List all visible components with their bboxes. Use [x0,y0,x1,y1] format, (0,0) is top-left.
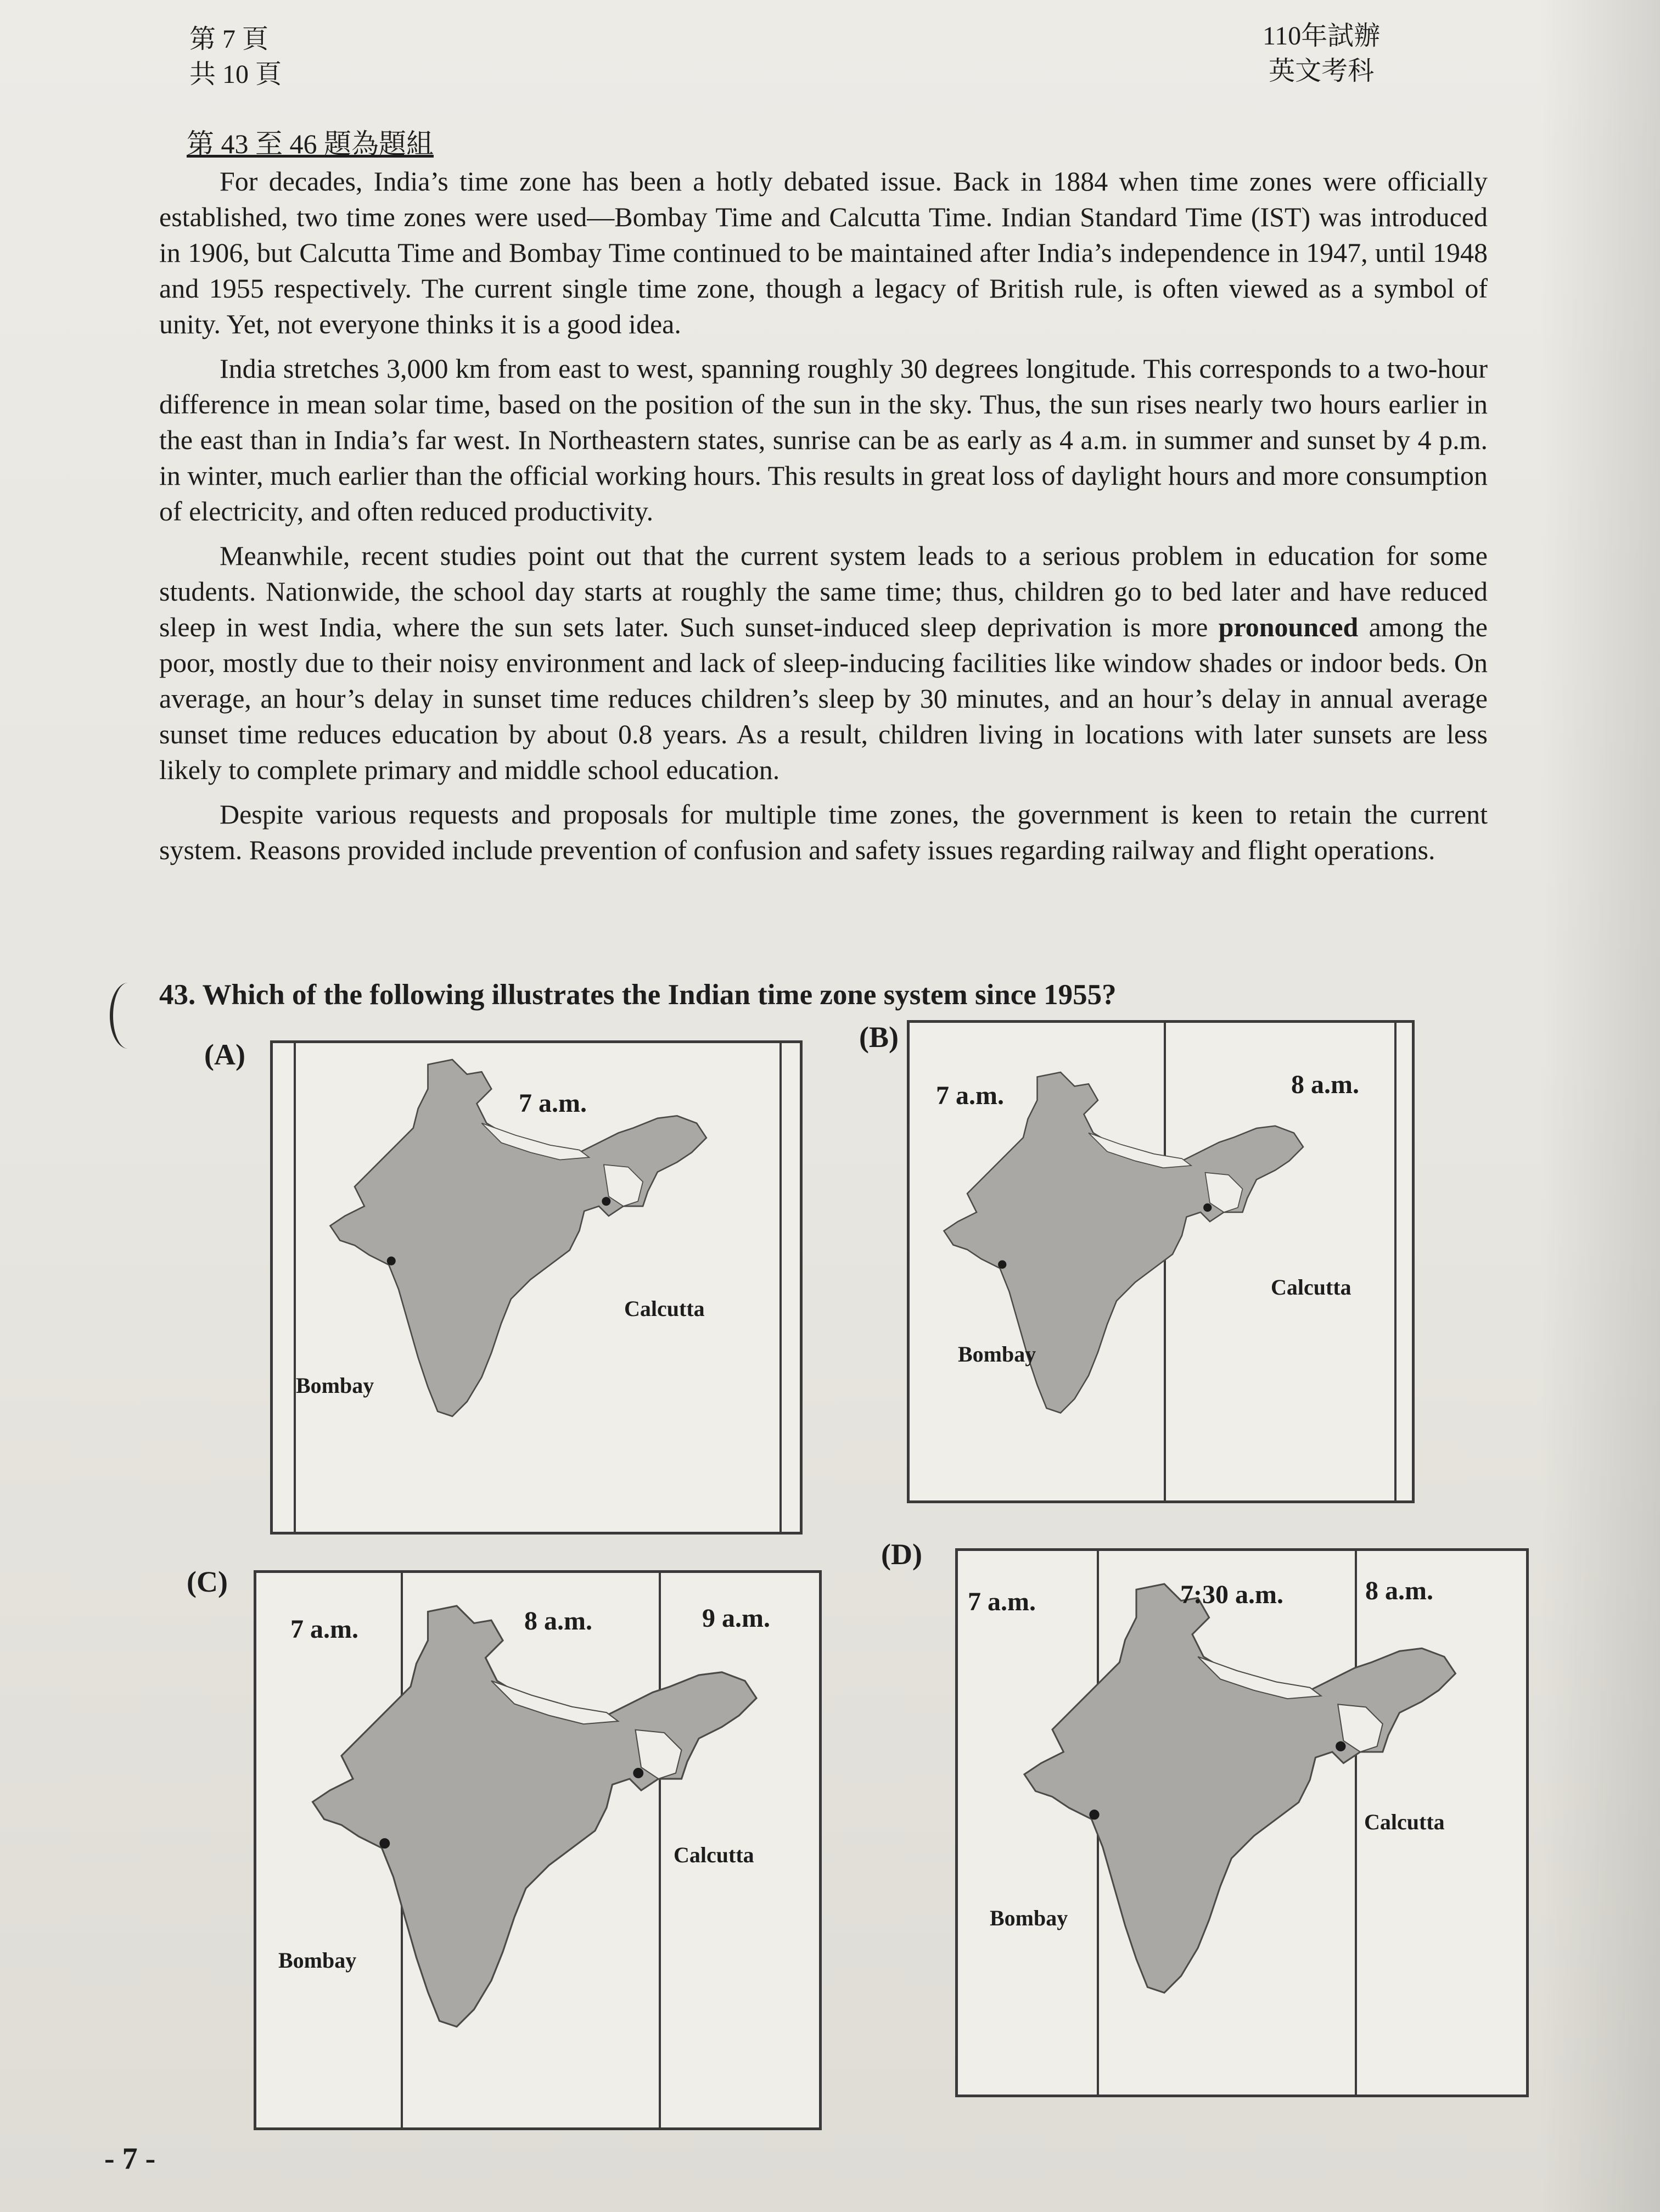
india-outline-d [1024,1584,1455,1993]
city-label-bombay-d: Bombay [990,1906,1068,1930]
time-label-c-2: 8 a.m. [524,1606,592,1636]
option-c-label[interactable]: (C) [187,1565,228,1598]
exam-subject: 英文考科 [1269,57,1375,86]
page-number: - 7 - [104,2142,156,2176]
calcutta-dot-a [602,1197,610,1206]
city-label-bombay-b: Bombay [958,1342,1036,1367]
time-label-d-3: 8 a.m. [1365,1576,1433,1605]
city-label-calcutta-d: Calcutta [1364,1810,1445,1834]
option-a-label[interactable]: (A) [204,1038,245,1071]
paragraph-1: For decades, India’s time zone has been a hotly debated issue. Back in 1884 when time zones were officially established, two time zones were used—Bombay Time and Calcutta Time. Indian Standard Time (IST) was introduced in 1906, but Calcutta Time and Bombay Time continued to be maintained after India’s independence in 1947, until 1948 and 1955 respectively. The current single time zone, though a legacy of British rule, is often viewed as a symbol of unity. Yet, not everyone thinks it is a good idea. [159,166,1488,339]
city-label-calcutta-c: Calcutta [674,1843,754,1867]
city-label-bombay-a: Bombay [296,1373,374,1398]
option-d-map[interactable] [955,1548,1529,2097]
paragraph-3-start: Meanwhile, recent studies point out that the current system leads to a serious problem in education for some students. Nationwide, the school day starts at roughly the same time; thus, children go to bed later and have reduced sleep in west India, where the sun sets later. Such sunset-induced sleep deprivation is more [159,540,1488,642]
paragraph-3 [159,538,1488,788]
option-b-map[interactable] [907,1020,1415,1503]
page-shadow [1539,0,1660,2212]
city-label-calcutta-b: Calcutta [1271,1275,1351,1300]
option-a-map[interactable] [270,1040,803,1535]
paragraph-4: Despite various requests and proposals for multiple time zones, the government is keen to retain the current system. Reasons provided include prevention of confusion and safety issues regarding railway and flight operations. [159,799,1488,865]
exam-info [1263,19,1380,89]
city-label-bombay-c: Bombay [278,1948,357,1973]
bold-word-pronounced: pronounced [1218,612,1359,642]
page-line: 第 7 頁 [189,25,269,54]
paragraph-2: India stretches 3,000 km from east to west, spanning roughly 30 degrees longitude. This corresponds to a two-hour difference in mean solar time, based on the position of the sun in the sky. Thus, the sun rises nearly two hours earlier in the east than in India’s far west. In Northeastern states, sunrise can be as early as 4 a.m. in summer and sunset by 4 p.m. in winter, much earlier than the official working hours. This results in great loss of daylight hours and more consumption of electricity, and often reduced productivity. [159,353,1488,527]
bombay-dot-a [387,1257,396,1265]
time-label-d-2: 7:30 a.m. [1180,1580,1283,1609]
option-c-map[interactable] [254,1570,822,2130]
page-indicator [189,22,282,92]
paragraph-3-end: among the poor, mostly due to their noisy environment and lack of sleep-inducing facilities like window shades or indoor beds. On average, an hour’s delay in sunset time reduces children’s sleep by 30 minutes, and an hour’s delay in annual average sunset time reduces education by about 0.8 years. As a result, children living in locations with later sunsets are less likely to complete primary and middle school education. [159,612,1488,785]
time-label-a-1: 7 a.m. [519,1089,587,1118]
calcutta-dot-d [1336,1741,1345,1751]
india-outline-c [313,1606,757,2027]
time-label-b-1: 7 a.m. [936,1081,1004,1110]
total-pages-line: 共 10 頁 [189,60,282,89]
time-label-c-3: 9 a.m. [702,1604,770,1633]
calcutta-dot-b [1203,1203,1212,1212]
city-label-calcutta-a: Calcutta [624,1296,705,1321]
time-label-c-1: 7 a.m. [290,1615,358,1644]
section-title: 第 43 至 46 題為題組 [187,128,434,159]
bombay-dot-b [998,1261,1006,1269]
time-label-b-2: 8 a.m. [1291,1070,1359,1099]
handwritten-check-mark [110,983,146,1049]
time-label-d-1: 7 a.m. [968,1587,1036,1616]
option-d-label[interactable]: (D) [881,1538,922,1571]
reading-passage [159,164,1488,877]
option-b-label[interactable]: (B) [859,1021,899,1054]
bombay-dot-d [1089,1810,1099,1819]
calcutta-dot-c [633,1768,643,1778]
question-43: 43. Which of the following illustrates the Indian time zone system since 1955? [159,979,1117,1011]
exam-year: 110年試辦 [1263,21,1381,51]
bombay-dot-c [379,1838,390,1849]
